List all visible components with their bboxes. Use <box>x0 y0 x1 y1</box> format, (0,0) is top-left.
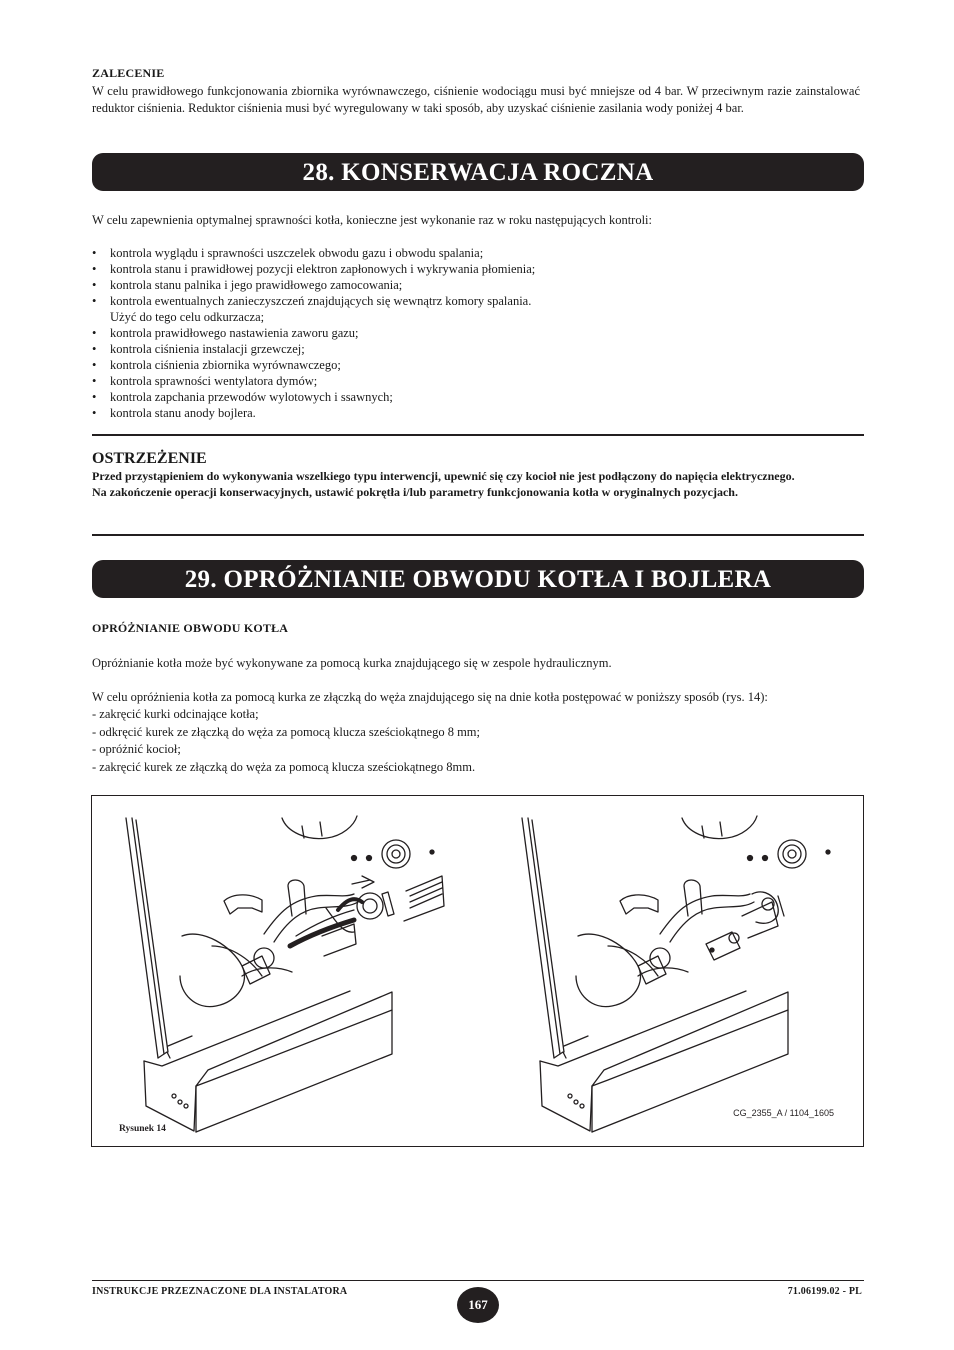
section-28-title: 28. KONSERWACJA ROCZNA <box>92 153 864 191</box>
list-item: • kontrola ewentualnych zanieczyszczeń znajdujących się wewnątrz komory spalania. Użyć do tego celu odkurzacza; <box>92 293 862 325</box>
footer-right: 71.06199.02 - PL <box>787 1286 862 1297</box>
warning-bottom-rule <box>92 534 864 536</box>
warning-line-2: Na zakończenie operacji konserwacyjnych, ustawić pokrętła i/lub parametry funkcjonowania kotła w oryginalnych pozycjach. <box>92 484 738 499</box>
warning-top-rule <box>92 434 864 436</box>
recommendation-heading: ZALECENIE <box>92 66 165 80</box>
list-item: - zakręcić kurki odcinające kotła; <box>92 707 259 721</box>
maintenance-checklist <box>92 245 862 421</box>
list-item: • kontrola ciśnienia instalacji grzewczej; <box>92 341 862 357</box>
footer-left: INSTRUKCJE PRZEZNACZONE DLA INSTALATORA <box>92 1286 348 1297</box>
warning-heading: OSTRZEŻENIE <box>92 450 207 467</box>
figure-caption: Rysunek 14 <box>119 1124 166 1134</box>
section-29-title: 29. OPRÓŻNIANIE OBWODU KOTŁA I BOJLERA <box>92 560 864 598</box>
drawing-left <box>126 816 444 1132</box>
list-item: - odkręcić kurek ze złączką do węża za pomocą klucza sześciokątnego 8 mm; <box>92 724 481 739</box>
section-29-subheading: OPRÓŻNIANIE OBWODU KOTŁA <box>92 621 289 635</box>
page-number: 167 <box>457 1287 499 1323</box>
drain-steps <box>92 706 862 776</box>
warning-text <box>92 469 864 500</box>
figure-14 <box>91 795 864 1147</box>
figure-code: CG_2355_A / 1104_1605 <box>733 1108 834 1118</box>
list-item: • kontrola prawidłowego nastawienia zaworu gazu; <box>92 325 862 341</box>
footer-rule <box>92 1280 864 1281</box>
list-item: • kontrola stanu palnika i jego prawidłowego zamocowania; <box>92 277 862 293</box>
list-item: • kontrola ciśnienia zbiornika wyrównawczego; <box>92 357 862 373</box>
section-28-intro: W celu zapewnienia optymalnej sprawności kotła, konieczne jest wykonanie raz w roku następujących kontroli: <box>92 213 652 227</box>
boiler-drain-illustration <box>92 796 863 1146</box>
list-item: • kontrola sprawności wentylatora dymów; <box>92 373 862 389</box>
list-item: - opróżnić kocioł; <box>92 742 181 756</box>
drawing-right <box>522 816 830 1132</box>
list-item: • kontrola zapchania przewodów wylotowych i ssawnych; <box>92 389 862 405</box>
section-29-para-2: W celu opróżnienia kotła za pomocą kurka ze złączką do węża znajdującego się na dnie kotła postępować w poniższy sposób (rys. 14): <box>92 690 768 704</box>
list-item: - zakręcić kurek ze złączką do węża za pomocą klucza sześciokątnego 8mm. <box>92 759 476 774</box>
list-item: • kontrola wyglądu i sprawności uszczelek obwodu gazu i obwodu spalania; <box>92 245 862 261</box>
recommendation-text: W celu prawidłowego funkcjonowania zbiornika wyrównawczego, ciśnienie wodociągu musi być mniejsze od 4 bar. W przeciwnym razie zainstalować reduktor ciśnienia. Reduktor ciśnienia musi być wyregulowany w taki sposób, aby uzyskać ciśnienie zasilania wody poniżej 4 bar. <box>92 84 860 115</box>
warning-line-1: Przed przystąpieniem do wykonywania wszelkiego typu interwencji, upewnić się czy kocioł nie jest podłączony do napięcia elektrycznego. <box>92 469 795 483</box>
list-item: • kontrola stanu anody bojlera. <box>92 405 862 421</box>
list-item-note: Użyć do tego celu odkurzacza; <box>110 310 265 324</box>
section-29-para-1: Opróżnianie kotła może być wykonywane za pomocą kurka znajdującego się w zespole hydraulicznym. <box>92 656 612 670</box>
list-item: • kontrola stanu i prawidłowej pozycji elektron zapłonowych i wykrywania płomienia; <box>92 261 862 277</box>
